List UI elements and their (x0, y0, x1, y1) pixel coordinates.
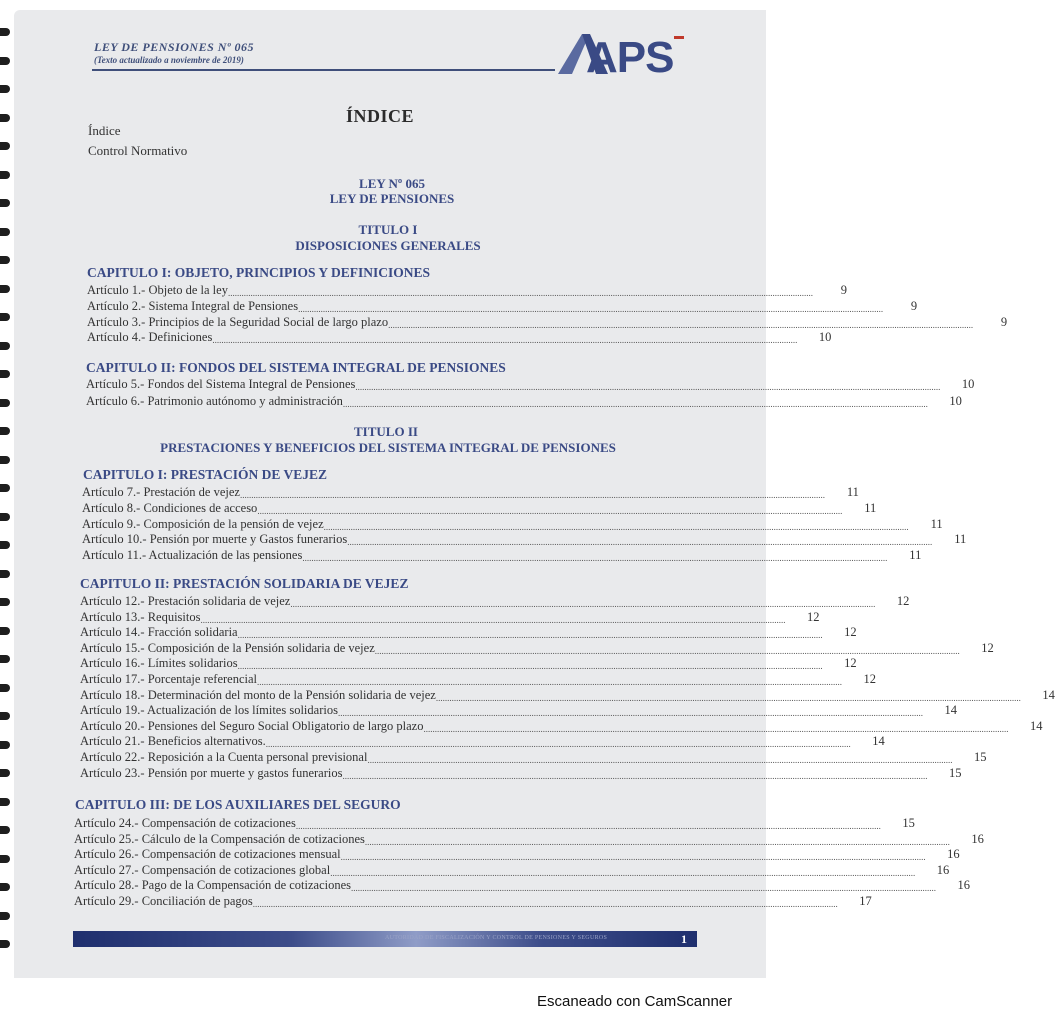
toc-entry-label (74, 816, 296, 831)
toc-article-number: Artículo 23.- (80, 765, 145, 780)
title-1-name: DISPOSICIONES GENERALES (295, 238, 481, 253)
toc-article-number: Artículo 1.- (87, 283, 146, 297)
toc-article-number: Artículo 9.- (82, 516, 141, 531)
toc-entry-label (74, 894, 253, 909)
toc-article-number: Artículo 26.- (74, 847, 139, 862)
toc-leader-dots: .................................................................................................................................................................................................................................................................... (302, 553, 888, 564)
toc-entry (82, 485, 859, 500)
toc-entry (80, 625, 857, 641)
toc-entry (80, 765, 962, 781)
toc-article-number: Artículo 25.- (74, 831, 139, 846)
toc-article-number: Artículo 2.- (87, 298, 146, 313)
binding-ring (0, 484, 10, 492)
binding-ring (0, 256, 10, 264)
binding-ring (0, 370, 10, 378)
chapter-heading: CAPITULO II: PRESTACIÓN SOLIDARIA DE VEJEZ (80, 576, 409, 591)
toc-leader-dots: .................................................................................................................................................................................................................................................................... (364, 836, 950, 847)
aps-logo (556, 28, 706, 82)
toc-leader-dots: .................................................................................................................................................................................................................................................................... (367, 755, 953, 765)
toc-article-number: Artículo 29.- (74, 894, 139, 908)
toc-article-number: Artículo 19.- (80, 703, 145, 718)
toc-entry (74, 816, 915, 831)
chapter-heading: CAPITULO II: FONDOS DEL SISTEMA INTEGRAL DE PENSIONES (86, 360, 506, 375)
toc-article-title: Beneficios alternativos. (147, 734, 266, 749)
toc-entry-label (82, 532, 347, 547)
toc-entry (87, 330, 832, 346)
toc-article-title: Compensación de cotizaciones mensual (141, 847, 341, 862)
toc-page-number: 11 (954, 532, 967, 547)
binding-ring (0, 883, 10, 891)
binding-ring (0, 912, 10, 920)
toc-entry-label (80, 610, 201, 625)
toc-page-number: 14 (944, 703, 957, 718)
toc-entry-label (80, 766, 342, 781)
toc-page-number: 15 (948, 765, 962, 780)
toc-leader-dots: .................................................................................................................................................................................................................................................................... (342, 770, 928, 781)
binding-ring (0, 142, 10, 150)
toc-page-number: 17 (859, 894, 872, 908)
toc-article-title: Prestación de vejez (143, 485, 240, 499)
toc-leader-dots: .................................................................................................................................................................................................................................................................... (337, 708, 923, 719)
toc-article-title: Porcentaje referencial (147, 672, 258, 686)
toc-page-number: 12 (981, 640, 994, 655)
toc-article-title: Objeto de la ley (148, 283, 228, 297)
toc-entry (80, 750, 987, 765)
toc-page-number: 9 (840, 283, 847, 297)
toc-article-title: Pensión por muerte y gastos funerarios (147, 765, 343, 780)
toc-article-number: Artículo 4.- (87, 330, 146, 345)
toc-leader-dots: .................................................................................................................................................................................................................................................................... (355, 382, 941, 392)
binding-ring (0, 57, 10, 65)
binding-ring (0, 28, 10, 36)
binding-ring (0, 541, 10, 549)
toc-article-title: Fracción solidaria (147, 625, 238, 640)
title-1-label: TITULO I (358, 222, 418, 237)
toc-article-number: Artículo 15.- (80, 640, 145, 655)
toc-entry-label (87, 299, 298, 314)
toc-leader-dots: .................................................................................................................................................................................................................................................................... (237, 661, 823, 672)
toc-leader-dots: .................................................................................................................................................................................................................................................................... (257, 677, 843, 687)
toc-article-number: Artículo 8.- (82, 500, 141, 515)
toc-page-number: 14 (1029, 718, 1043, 733)
toc-page-number: 15 (902, 816, 915, 830)
chapter-heading: CAPITULO I: OBJETO, PRINCIPIOS Y DEFINICIONES (87, 265, 431, 280)
toc-entry-label (74, 878, 351, 893)
toc-entry (82, 532, 967, 548)
footer-institution: AUTORIDAD DE FISCALIZACIÓN Y CONTROL DE PENSIONES Y SEGUROS (385, 935, 608, 941)
toc-entry-label (80, 719, 423, 734)
toc-article-number: Artículo 16.- (80, 656, 145, 671)
toc-leader-dots: .................................................................................................................................................................................................................................................................... (239, 490, 825, 500)
toc-article-title: Pensiones del Seguro Social Obligatorio de largo plazo (147, 718, 424, 733)
law-number: LEY Nº 065 (359, 176, 425, 191)
toc-entry (82, 548, 922, 564)
toc-article-number: Artículo 21.- (80, 734, 145, 749)
toc-page-number: 12 (844, 656, 857, 671)
toc-article-number: Artículo 3.- (87, 314, 146, 329)
toc-entry (80, 640, 994, 656)
toc-entry-label (87, 330, 212, 345)
toc-article-number: Artículo 11.- (82, 548, 147, 563)
front-item-control: Control Normativo (88, 143, 188, 158)
toc-article-title: Límites solidarios (147, 656, 238, 671)
toc-entry (87, 298, 918, 314)
toc-article-title: Composición de la pensión de vejez (143, 516, 324, 531)
toc-entry (74, 831, 984, 847)
toc-page-number: 11 (846, 485, 859, 499)
binding-ring (0, 798, 10, 806)
toc-entry-label (82, 501, 257, 516)
toc-article-number: Artículo 6.- (86, 393, 145, 408)
toc-leader-dots: .................................................................................................................................................................................................................................................................... (212, 335, 798, 346)
toc-leader-dots: .................................................................................................................................................................................................................................................................... (237, 630, 823, 641)
binding-ring (0, 684, 10, 692)
toc-page-number: 12 (807, 609, 820, 624)
toc-leader-dots: .................................................................................................................................................................................................................................................................... (298, 303, 884, 314)
header-law-title: LEY DE PENSIONES Nº 065 (94, 40, 255, 54)
toc-entry (80, 672, 877, 687)
toc-entry-label (80, 641, 375, 656)
binding-ring (0, 342, 10, 350)
toc-leader-dots: .................................................................................................................................................................................................................................................................... (351, 883, 937, 894)
binding-ring (0, 627, 10, 635)
toc-leader-dots: .................................................................................................................................................................................................................................................................... (323, 521, 909, 532)
toc-article-title: Conciliación de pagos (141, 894, 253, 908)
toc-article-number: Artículo 22.- (80, 750, 145, 764)
toc-article-title: Determinación del monto de la Pensión solidaria de vejez (147, 687, 436, 702)
toc-page-number: 14 (872, 734, 885, 749)
toc-entry (82, 516, 943, 532)
toc-article-title: Actualización de los límites solidarios (147, 703, 338, 718)
binding-ring (0, 769, 10, 777)
toc-page-number: 16 (957, 878, 971, 893)
toc-entry-label (87, 283, 228, 298)
toc-entry (80, 687, 1055, 703)
toc-leader-dots: .................................................................................................................................................................................................................................................................... (388, 319, 974, 330)
toc-entry-label (80, 688, 436, 703)
toc-entry-label (80, 625, 238, 640)
toc-entry (80, 703, 957, 719)
chapter-heading: CAPITULO I: PRESTACIÓN DE VEJEZ (83, 467, 328, 482)
toc-page-number: 11 (864, 500, 877, 515)
toc-entry (80, 656, 857, 672)
toc-leader-dots: .................................................................................................................................................................................................................................................................... (200, 614, 786, 625)
toc-page-number: 11 (909, 548, 922, 563)
toc-entry-label (86, 377, 355, 392)
title-2-name: PRESTACIONES Y BENEFICIOS DEL SISTEMA INTEGRAL DE PENSIONES (160, 440, 616, 455)
toc-leader-dots: .................................................................................................................................................................................................................................................................... (330, 867, 916, 878)
toc-entry-label (80, 594, 290, 609)
toc-article-title: Actualización de las pensiones (148, 548, 303, 563)
binding-ring (0, 940, 10, 948)
law-name: LEY DE PENSIONES (329, 191, 455, 206)
footer-page-number: 1 (681, 932, 687, 946)
toc-entry (80, 734, 885, 750)
toc-page-number: 16 (947, 847, 960, 862)
title-2-label: TITULO II (354, 424, 418, 439)
toc-entry-label (87, 315, 388, 330)
toc-article-title: Principios de la Seguridad Social de largo plazo (148, 314, 389, 329)
binding-ring (0, 285, 10, 293)
toc-page-number: 11 (930, 516, 943, 531)
toc-article-title: Prestación solidaria de vejez (147, 594, 291, 608)
binding-ring (0, 826, 10, 834)
svg-text:APS: APS (586, 33, 674, 82)
front-item-index: Índice (88, 123, 121, 138)
binding-ring (0, 513, 10, 521)
header-rule (92, 69, 555, 71)
toc-entry (86, 393, 962, 409)
toc-entry (86, 377, 975, 392)
toc-article-number: Artículo 20.- (80, 718, 145, 733)
chapter-heading: CAPITULO III: DE LOS AUXILIARES DEL SEGURO (75, 797, 401, 812)
toc-leader-dots: .................................................................................................................................................................................................................................................................... (340, 852, 926, 863)
toc-entry-label (80, 750, 367, 765)
toc-page-number: 12 (844, 625, 857, 640)
binding-ring (0, 598, 10, 606)
binding-ring (0, 456, 10, 464)
toc-article-title: Patrimonio autónomo y administración (147, 393, 343, 408)
toc-page-number: 10 (818, 330, 832, 345)
toc-entry-label (74, 832, 365, 847)
toc-article-number: Artículo 27.- (74, 862, 139, 877)
toc-leader-dots: .................................................................................................................................................................................................................................................................... (342, 398, 928, 409)
toc-article-title: Composición de la Pensión solidaria de vejez (147, 640, 375, 655)
toc-entry-label (74, 863, 330, 878)
toc-article-title: Cálculo de la Compensación de cotizaciones (141, 831, 365, 846)
toc-entry (80, 609, 820, 625)
toc-entry-label (80, 703, 338, 718)
toc-entry (74, 894, 872, 909)
toc-entry (80, 594, 910, 609)
toc-article-number: Artículo 13.- (80, 609, 145, 624)
toc-leader-dots: .................................................................................................................................................................................................................................................................... (265, 739, 851, 750)
toc-article-title: Pago de la Compensación de cotizaciones (141, 878, 352, 893)
toc-leader-dots: .................................................................................................................................................................................................................................................................... (347, 537, 933, 548)
toc-entry (74, 878, 971, 894)
toc-article-number: Artículo 14.- (80, 625, 145, 640)
binding-ring (0, 655, 10, 663)
toc-article-title: Reposición a la Cuenta personal previsional (147, 750, 368, 764)
toc-entry-label (82, 548, 302, 563)
toc-entry-label (86, 394, 343, 409)
binding-ring (0, 855, 10, 863)
toc-page-number: 15 (973, 750, 987, 764)
toc-article-title: Requisitos (147, 609, 201, 624)
toc-entry (82, 500, 877, 516)
index-title: ÍNDICE (345, 106, 414, 126)
toc-article-number: Artículo 10.- (82, 532, 147, 547)
toc-leader-dots: .................................................................................................................................................................................................................................................................... (227, 288, 813, 298)
toc-article-number: Artículo 24.- (74, 816, 139, 830)
toc-entry-label (80, 656, 238, 671)
toc-leader-dots: .................................................................................................................................................................................................................................................................... (374, 645, 960, 656)
toc-page-number: 16 (971, 831, 984, 846)
toc-article-number: Artículo 17.- (80, 672, 145, 686)
toc-article-number: Artículo 12.- (80, 594, 145, 608)
toc-entry-label (80, 734, 266, 749)
toc-page-number: 12 (896, 594, 910, 608)
toc-article-title: Compensación de cotizaciones (141, 816, 296, 830)
toc-page-number: 9 (1000, 314, 1008, 329)
binding-ring (0, 741, 10, 749)
toc-article-title: Sistema Integral de Pensiones (148, 298, 299, 313)
binding-ring (0, 313, 10, 321)
toc-entry (87, 314, 1008, 330)
toc-page-number: 9 (910, 298, 918, 313)
toc-article-title: Pensión por muerte y Gastos funerarios (149, 532, 348, 547)
toc-article-title: Condiciones de acceso (143, 500, 258, 515)
toc-entry-label (82, 485, 240, 500)
toc-leader-dots: .................................................................................................................................................................................................................................................................... (257, 505, 843, 516)
toc-entry-label (82, 517, 324, 532)
toc-article-number: Artículo 5.- (86, 377, 145, 391)
toc-entry (74, 847, 960, 863)
toc-page-number: 10 (949, 393, 962, 408)
toc-entry (74, 862, 950, 878)
toc-page-number: 12 (863, 672, 877, 686)
toc-leader-dots: .................................................................................................................................................................................................................................................................... (435, 692, 1021, 703)
toc-entry (87, 283, 847, 298)
toc-page-number: 14 (1042, 687, 1055, 702)
toc-leader-dots: .................................................................................................................................................................................................................................................................... (252, 899, 838, 909)
toc-entry (80, 718, 1043, 734)
toc-entry-label (80, 672, 257, 687)
toc-article-number: Artículo 28.- (74, 878, 139, 893)
toc-leader-dots: .................................................................................................................................................................................................................................................................... (290, 599, 876, 609)
toc-article-title: Compensación de cotizaciones global (141, 862, 331, 877)
toc-article-number: Artículo 18.- (80, 687, 145, 702)
toc-leader-dots: .................................................................................................................................................................................................................................................................... (423, 723, 1009, 734)
binding-ring (0, 85, 10, 93)
camscanner-watermark: Escaneado con CamScanner (537, 993, 733, 1010)
header-subtitle: (Texto actualizado a noviembre de 2019) (94, 55, 244, 65)
toc-article-title: Definiciones (148, 330, 213, 345)
toc-page-number: 16 (936, 862, 950, 877)
toc-entry-label (74, 847, 341, 862)
toc-page-number: 10 (961, 377, 975, 391)
binding-ring (0, 399, 10, 407)
binding-ring (0, 570, 10, 578)
toc-article-title: Fondos del Sistema Integral de Pensiones (147, 377, 356, 391)
toc-leader-dots: .................................................................................................................................................................................................................................................................... (295, 821, 881, 831)
toc-article-number: Artículo 7.- (82, 485, 141, 499)
binding-ring (0, 712, 10, 720)
